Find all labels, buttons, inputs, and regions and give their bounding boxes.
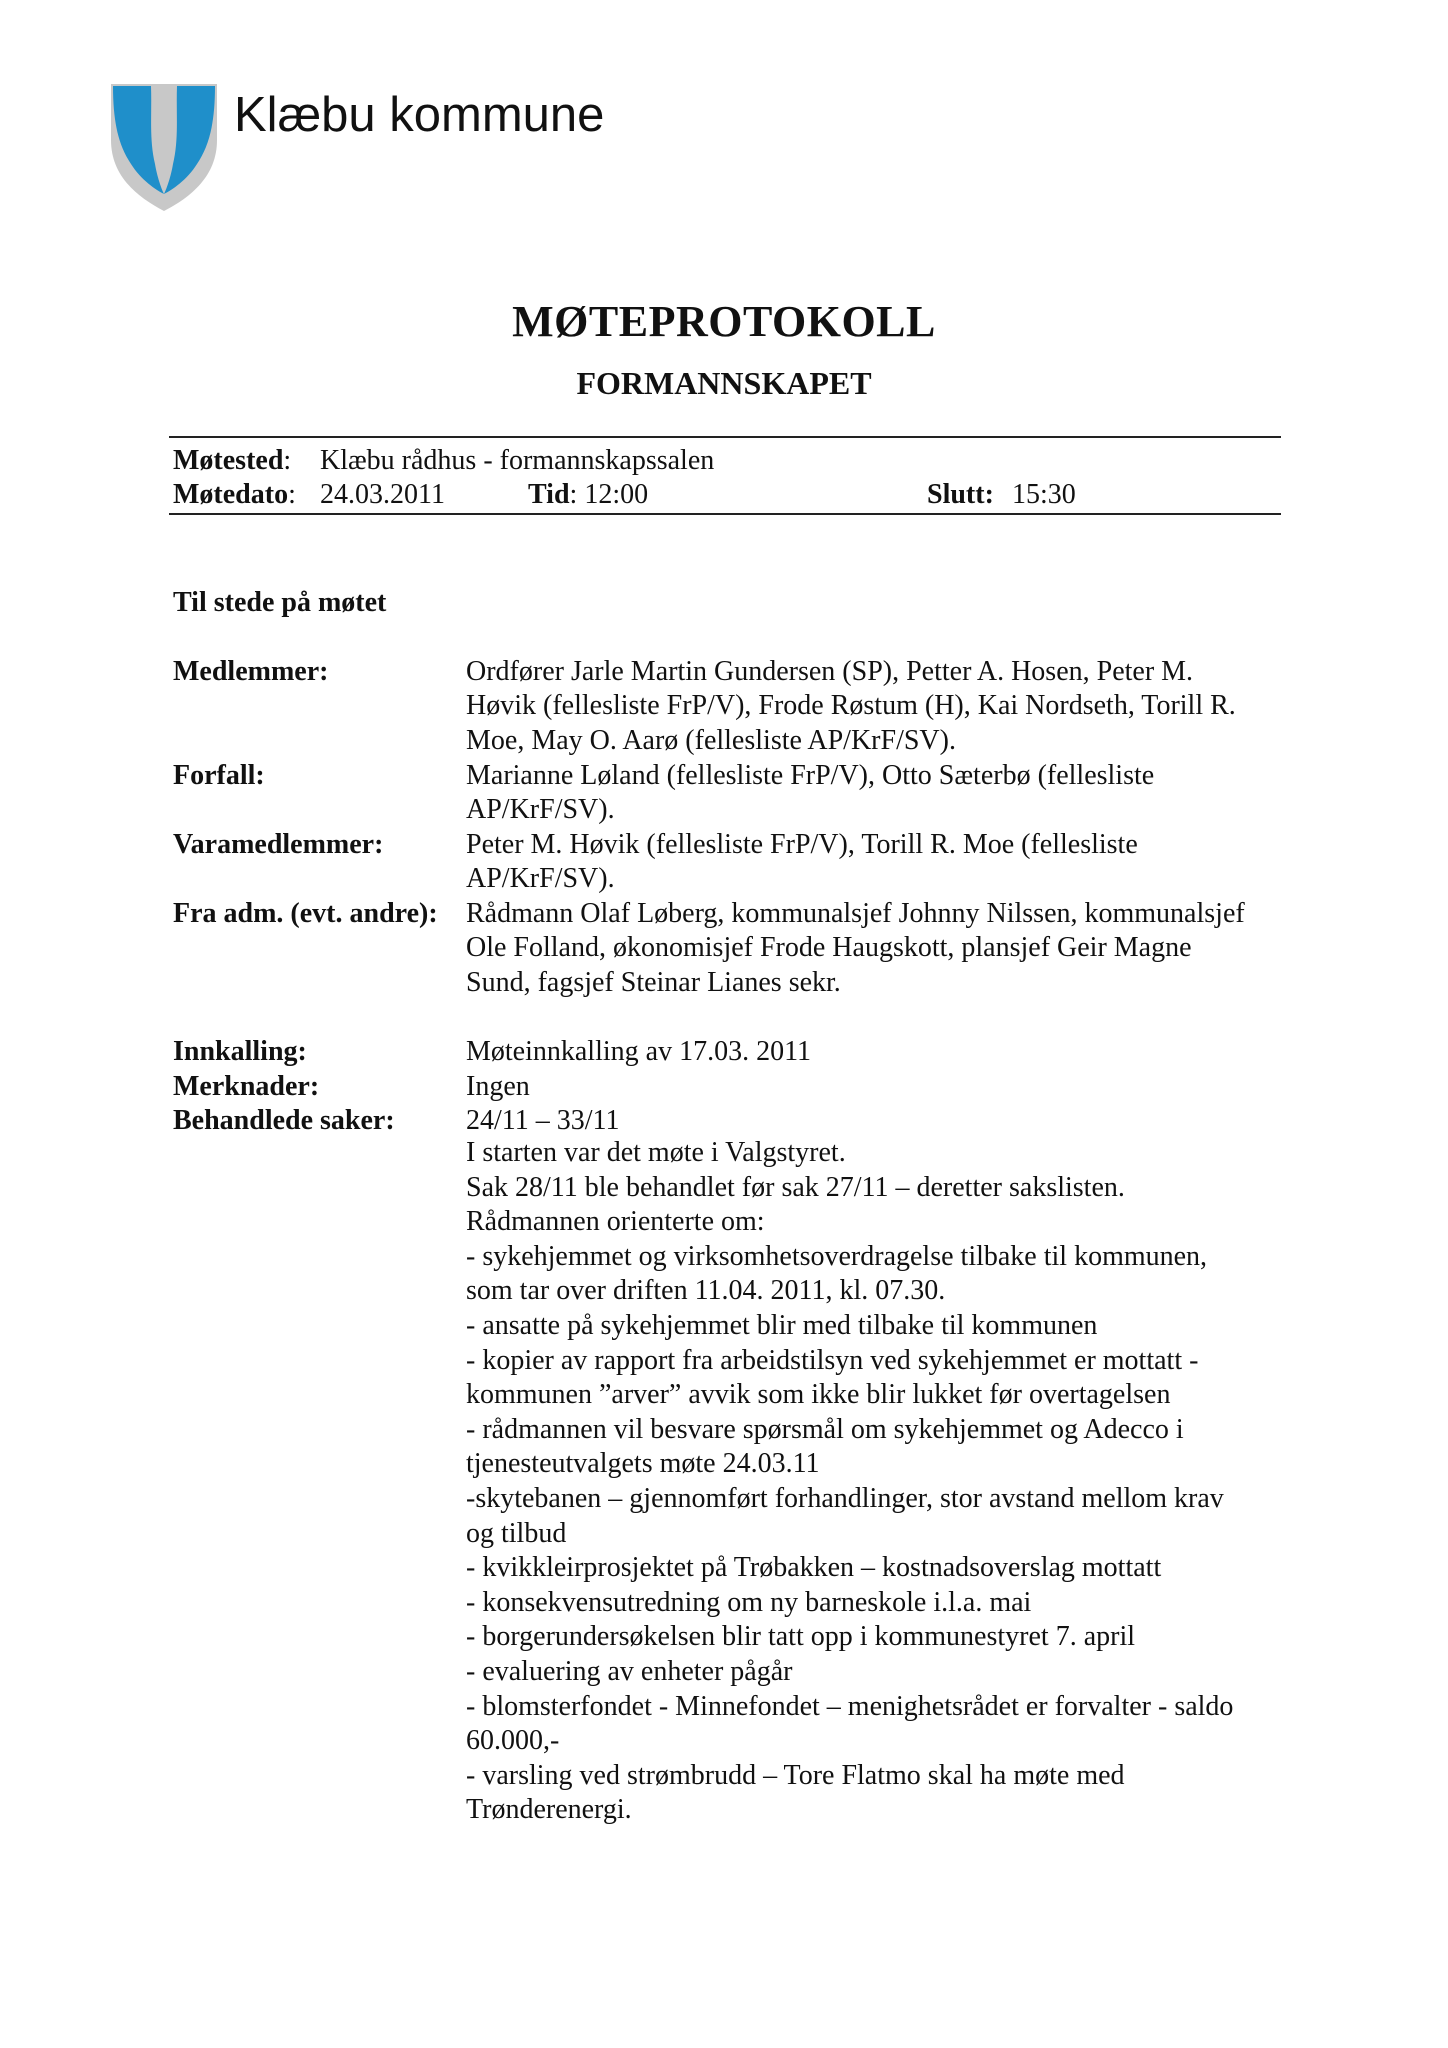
note-line: - kopier av rapport fra arbeidstilsyn ved sykehjemmet er mottatt - — [466, 1344, 1199, 1376]
members-line: Moe, May O. Aarø (fellesliste AP/KrF/SV). — [466, 725, 956, 756]
deputies-label: Varamedlemmer: — [173, 829, 384, 860]
note-line: - rådmannen vil besvare spørsmål om sykehjemmet og Adecco i — [466, 1413, 1184, 1445]
top-divider — [169, 436, 1281, 438]
note-line: - borgerundersøkelsen blir tatt opp i kommunestyret 7. april — [466, 1621, 1136, 1653]
coat-of-arms-logo — [111, 84, 217, 211]
document-title: MØTEPROTOKOLL — [512, 297, 936, 346]
remarks-value: Ingen — [466, 1071, 530, 1102]
admin-line: Rådmann Olaf Løberg, kommunalsjef Johnny Nilssen, kommunalsjef — [466, 898, 1245, 929]
absent-line: AP/KrF/SV). — [466, 794, 615, 825]
note-line: - evaluering av enheter pågår — [466, 1655, 793, 1687]
meeting-end-value: 15:30 — [1012, 479, 1076, 510]
note-line: -skytebanen – gjennomført forhandlinger, stor avstand mellom krav — [466, 1482, 1224, 1514]
absent-line: Marianne Løland (fellesliste FrP/V), Otto Sæterbø (fellesliste — [466, 760, 1155, 791]
note-line: - ansatte på sykehjemmet blir med tilbake til kommunen — [466, 1309, 1098, 1341]
note-line: - kvikkleirprosjektet på Trøbakken – kostnadsoverslag mottatt — [466, 1552, 1162, 1584]
members-label: Medlemmer: — [173, 656, 329, 687]
summons-value: Møteinnkalling av 17.03. 2011 — [466, 1036, 812, 1067]
note-line: - varsling ved strømbrudd – Tore Flatmo skal ha møte med — [466, 1759, 1125, 1791]
meeting-place-label: Møtested — [173, 445, 284, 476]
members-line: Høvik (fellesliste FrP/V), Frode Røstum (H), Kai Nordseth, Torill R. — [466, 690, 1236, 721]
members-line: Ordfører Jarle Martin Gundersen (SP), Petter A. Hosen, Peter M. — [466, 656, 1194, 687]
cases-value: 24/11 – 33/11 — [466, 1105, 620, 1136]
meeting-date-row: Møtedato: — [173, 479, 296, 510]
note-line: - konsekvensutredning om ny barneskole i.l.a. mai — [466, 1586, 1032, 1618]
summons-label: Innkalling: — [173, 1036, 307, 1067]
note-line: Rådmannen orienterte om: — [466, 1206, 765, 1238]
remarks-label: Merknader: — [173, 1071, 320, 1102]
note-line: og tilbud — [466, 1517, 567, 1549]
deputies-line: AP/KrF/SV). — [466, 863, 615, 894]
admin-label: Fra adm. (evt. andre): — [173, 898, 438, 929]
note-line: Sak 28/11 ble behandlet før sak 27/11 – deretter sakslisten. — [466, 1171, 1125, 1203]
meeting-time-row: Tid: 12:00 — [528, 479, 649, 510]
absent-label: Forfall: — [173, 760, 265, 791]
note-line: Trønderenergi. — [466, 1794, 632, 1826]
municipality-name: Klæbu kommune — [234, 88, 605, 142]
meeting-place-value: Klæbu rådhus - formannskapssalen — [320, 445, 715, 476]
meeting-time-label: Tid — [528, 479, 570, 510]
note-line: 60.000,- — [466, 1725, 560, 1757]
note-line: kommunen ”arver” avvik som ikke blir lukket før overtagelsen — [466, 1379, 1171, 1411]
note-line: I starten var det møte i Valgstyret. — [466, 1137, 846, 1168]
note-line: tjenesteutvalgets møte 24.03.11 — [466, 1448, 820, 1480]
meeting-date-label: Møtedato — [173, 479, 289, 510]
attendance-heading: Til stede på møtet — [173, 587, 387, 618]
note-line: som tar over driften 11.04. 2011, kl. 07.30. — [466, 1275, 946, 1307]
meeting-place-row: Møtested: — [173, 445, 292, 476]
meeting-time-value: 12:00 — [584, 479, 649, 510]
meeting-end-label: Slutt: — [927, 479, 994, 510]
note-line: - sykehjemmet og virksomhetsoverdragelse tilbake til kommunen, — [466, 1240, 1208, 1272]
cases-label: Behandlede saker: — [173, 1105, 395, 1136]
document-subtitle: FORMANNSKAPET — [576, 365, 872, 401]
deputies-line: Peter M. Høvik (fellesliste FrP/V), Torill R. Moe (fellesliste — [466, 829, 1138, 860]
meeting-notes — [466, 1136, 1233, 1828]
bottom-divider — [169, 513, 1281, 515]
meeting-date-value: 24.03.2011 — [320, 479, 445, 510]
admin-line: Ole Folland, økonomisjef Frode Haugskott, plansjef Geir Magne — [466, 932, 1192, 963]
note-line: - blomsterfondet - Minnefondet – menighetsrådet er forvalter - saldo — [466, 1690, 1234, 1722]
admin-line: Sund, fagsjef Steinar Lianes sekr. — [466, 967, 841, 998]
